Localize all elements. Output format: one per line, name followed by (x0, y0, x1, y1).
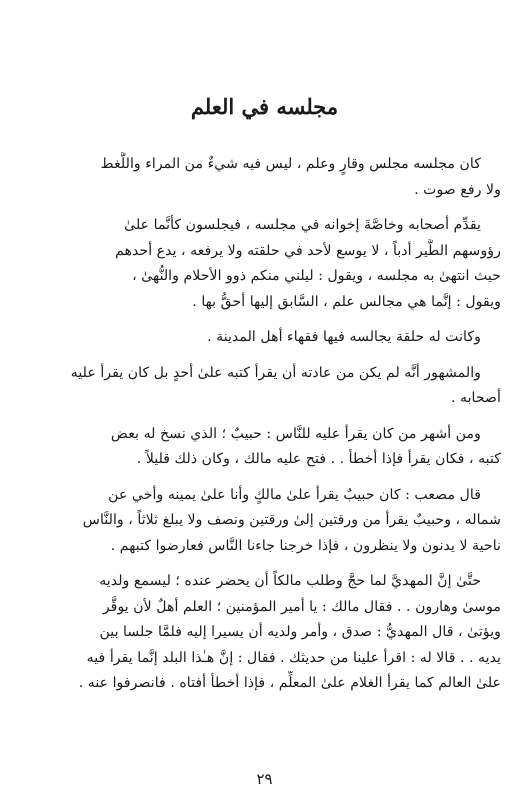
text-line: أصحابه . (450, 390, 501, 406)
text-line: حتَّىٰ إنَّ المهديَّ لما حجَّ وطلب مالكاً أن يحضر عنده ؛ ليسمع ولديه (99, 573, 481, 589)
paragraph (40, 483, 501, 560)
text-line: حيث انتهىٰ به مجلسه ، ويقول : ليلني منكم ذوو الأحلام والنُّهىٰ ، (132, 268, 501, 284)
paragraph (40, 422, 501, 473)
text-line: علىٰ العالم كما يقرأ الغلام علىٰ المعلِّم ، فإذا أخطأ أفتاه . فانصرفوا عنه . (78, 675, 501, 691)
text-line: قال مصعب : كان حبيبٌ يقرأ علىٰ مالكٍ وأنا علىٰ يمينه وأخي عن (108, 486, 481, 503)
page-body (40, 152, 501, 707)
text-line: وكانت له حلقة يجالسه فيها فقهاء أهل المدينة . (207, 329, 481, 345)
paragraph (40, 361, 501, 412)
paragraph (40, 569, 501, 697)
page-title: مجلسه في العلم (190, 94, 339, 119)
text-line: ولا رفع صوت . (414, 181, 501, 198)
text-line: ومن أشهر من كان يقرأ عليه للنَّاس : حبيبٌ ؛ الذي نسخ له بعض (110, 425, 481, 442)
text-line: ويؤتىٰ ، قال المهديُّ : صدق ، وأمر ولديه أن يسيرا إليه فلمَّا جلسا بين (99, 624, 501, 640)
paragraph (40, 213, 501, 315)
text-line: يقدِّم أصحابه وخاصَّةَ إخوانه في مجلسه ، فيجلسون كأنَّما علىٰ (124, 217, 481, 233)
text-line: ناحية لا يدنون ولا ينظرون ، فإذا خرجنا جاءنا النَّاس فعارضوا كتبهم . (110, 537, 501, 554)
text-line: كان مجلسه مجلس وقارٍ وعلم ، ليس فيه شيءٌ من المراء واللَّغط (100, 156, 481, 172)
text-line: رؤوسهم الطَّير أدباً ، لا يوسع لأحد في حلقته ولا يرفعه ، يدع أحدهم (115, 242, 501, 259)
page-number: ٢٩ (256, 770, 273, 788)
paragraph (40, 325, 501, 351)
text-line: يديه . . قالا له : اقرأ علينا من حديثك . فقال : إنَّ هـٰذا البلد إنَّما يقرأ فيه (86, 649, 501, 666)
text-line: والمشهور أنَّه لم يكن من عادته أن يقرأ كتبه علىٰ أحدٍ بل كان يقرأ عليه (70, 364, 481, 381)
text-line: ويقول : إنَّما هي مجالس علم ، السَّابق إليها أحقُّ بها . (192, 293, 501, 310)
text-line: شماله ، وحبيبٌ يقرأ من ورقتين إلىٰ ورقتين ونصف ولا يبلغ ثلاثاً ، والنَّاس (82, 512, 501, 528)
paragraph (40, 152, 501, 203)
text-line: كتبه ، فكان يقرأ فإذا أخطأ . . فتح عليه مالك ، وكان ذلك قليلاً . (136, 451, 501, 467)
text-line: موسىٰ وهارون . . فقال مالك : يا أمير المؤمنين ؛ العلم أهلٌ لأن يوقَّر (102, 598, 501, 615)
